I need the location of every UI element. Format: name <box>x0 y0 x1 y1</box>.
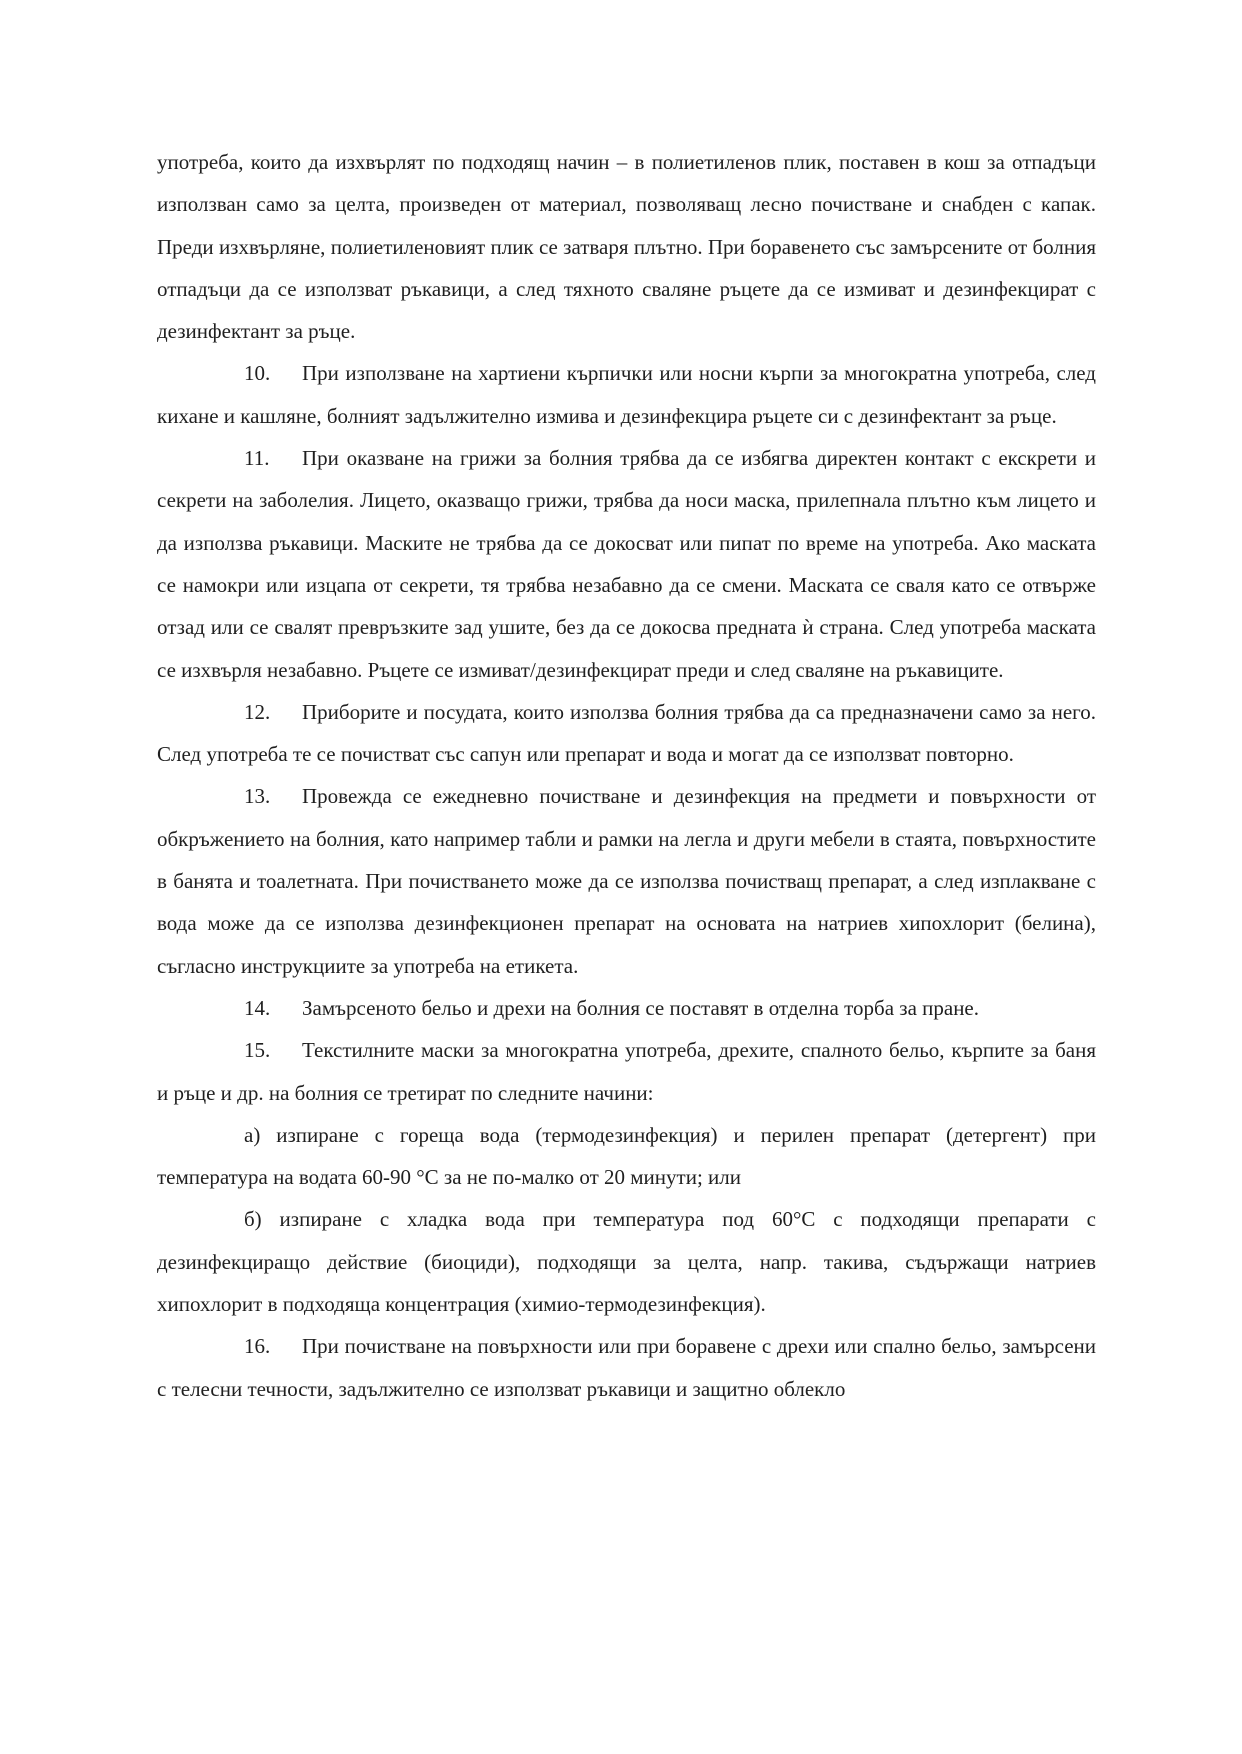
paragraph-item-15 <box>157 1029 1096 1114</box>
subitem-a <box>157 1114 1096 1199</box>
paragraph-text: При оказване на грижи за болния трябва да се избягва директен контакт с екскрети и секрети на заболелия. Лицето, оказващо грижи, трябва да носи маска, прилепнала плътно към лицето и да използва ръкавици. Маските не трябва да се докосват или пипат по време на употреба. Ако маската се намокри или изцапа от секрети, тя трябва незабавно да се смени. Маската се сваля като се отвърже отзад или се свалят превръзките зад ушите, без да се докосва предната ѝ страна. След употреба маската се изхвърля незабавно. Ръцете се измиват/дезинфекцират преди и след сваляне на ръкавиците. <box>157 446 1096 682</box>
item-number: 11. <box>244 446 270 471</box>
paragraph-item-11 <box>157 437 1096 691</box>
paragraph-text: Замърсеното бельо и дрехи на болния се поставят в отделна торба за пране. <box>302 995 980 1020</box>
paragraph-item-13 <box>157 775 1096 986</box>
paragraph-text: Приборите и посудата, които използва болния трябва да са предназначени само за него. След употреба те се почистват със сапун или препарат и вода и могат да се използват повторно. <box>157 699 1096 767</box>
item-number: 13. <box>244 784 271 809</box>
paragraph-continuation <box>157 141 1096 352</box>
paragraph-text: При почистване на повърхности или при боравене с дрехи или спално бельо, замърсени с телесни течности, задължително се използват ръкавици и защитно облекло <box>157 1334 1096 1401</box>
paragraph-text: При използване на хартиени кърпички или носни кърпи за многократна употреба, след кихане и кашляне, болният задължително измива и дезинфекцира ръцете си с дезинфектант за ръце. <box>157 361 1096 428</box>
subitem-b <box>157 1198 1096 1325</box>
paragraph-text: Текстилните маски за многократна употреба, дрехите, спалното бельо, кърпите за баня и ръце и др. на болния се третират по следните начини: <box>157 1038 1096 1105</box>
item-number: 12. <box>244 699 271 724</box>
item-number: 10. <box>244 361 271 386</box>
item-number: 14. <box>244 995 271 1020</box>
paragraph-text: Провежда се ежедневно почистване и дезинфекция на предмети и повърхности от обкръжението на болния, като например табли и рамки на легла и други мебели в стаята, повърхностите в банята и тоалетната. При почистването може да се използва почистващ препарат, а след изплакване с вода може да се използва дезинфекционен препарат на основата на натриев хипохлорит (белина), съгласно инструкциите за употреба на етикета. <box>157 784 1096 978</box>
paragraph-text: а) изпиране с гореща вода (термодезинфекция) и перилен препарат (детергент) при температура на водата 60-90 °С за не по-малко от 20 минути; или <box>157 1122 1096 1190</box>
paragraph-item-14 <box>157 987 1096 1029</box>
paragraph-item-10 <box>157 352 1096 437</box>
paragraph-item-16 <box>157 1325 1096 1410</box>
paragraph-text: употреба, които да изхвърлят по подходящ начин – в полиетиленов плик, поставен в кош за отпадъци използван само за целта, произведен от материал, позволяващ лесно почистване и снабден с капак. Преди изхвърляне, полиетиленовият плик се затваря плътно. При боравенето със замърсените от болния отпадъци да се използват ръкавици, а след тяхното сваляне ръцете да се измиват и дезинфекцират с дезинфектант за ръце. <box>157 150 1096 344</box>
paragraph-item-12 <box>157 691 1096 776</box>
paragraph-text: б) изпиране с хладка вода при температура под 60°С с подходящи препарати с дезинфекциращо действие (биоциди), подходящи за целта, напр. такива, съдържащи натриев хипохлорит в подходяща концентрация (химио-термодезинфекция). <box>157 1207 1096 1317</box>
item-number: 16. <box>244 1334 271 1359</box>
item-number: 15. <box>244 1038 271 1063</box>
